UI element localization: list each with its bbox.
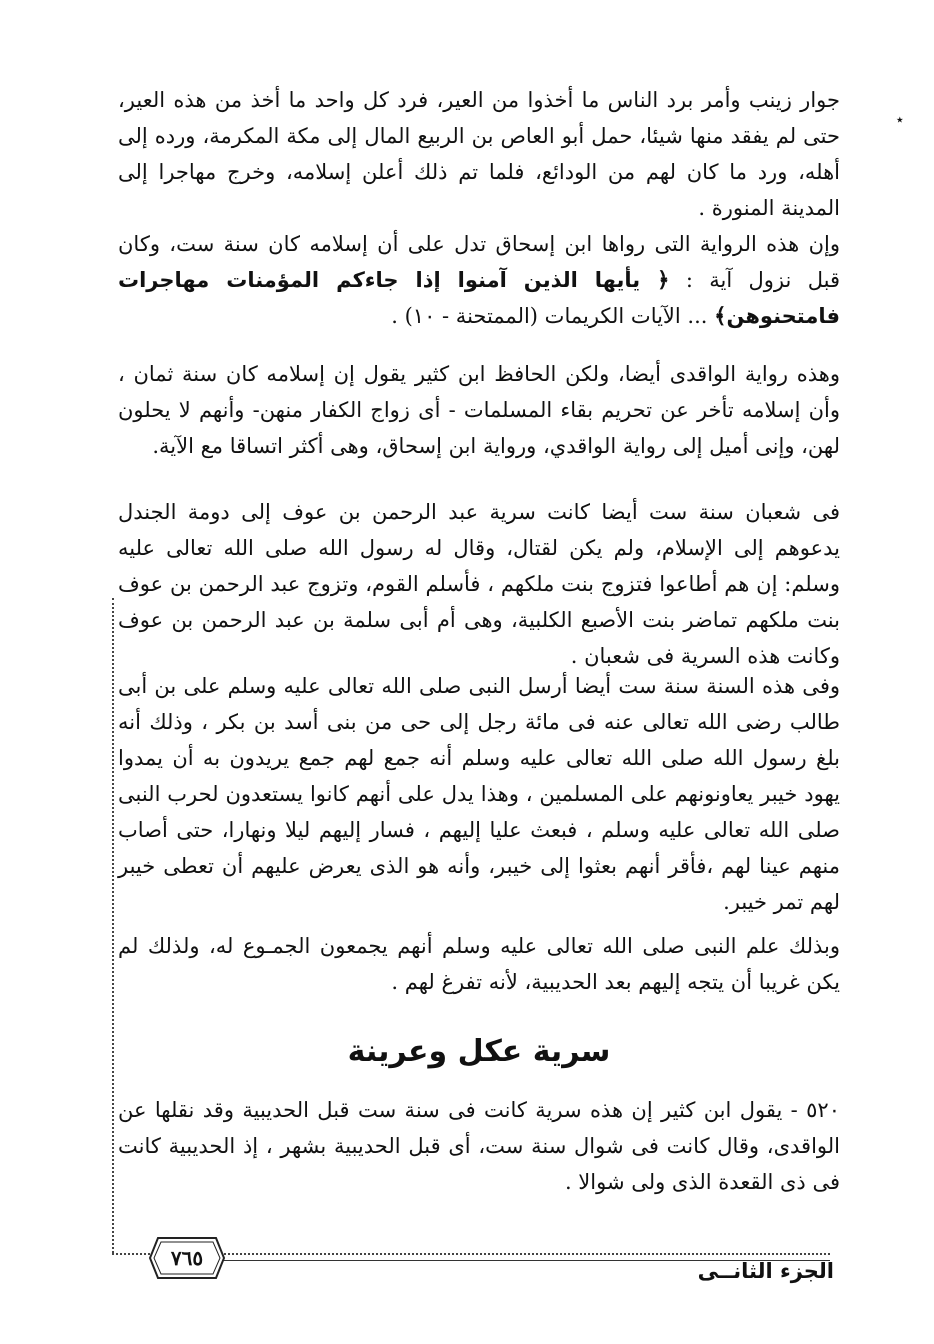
paragraph-7-text: ٥٢٠ - يقول ابن كثير إن هذه سرية كانت فى سنة ست قبل الحديبية وقد نقلها عن الواقدى، وقال كانت فى شوال سنة ست، أى قبل الحديبية بشهر ، إذ الحديبية كانت فى ذى القعدة الذى ولى شوالا . [118, 1098, 840, 1194]
page-number: ٧٦٥ [170, 1246, 204, 1270]
paragraph-2-intro: وإن هذه الرواية التى رواها ابن إسحاق تدل على أن إسلامه كان سنة ست، وكان قبل نزول آية : [118, 232, 840, 292]
paragraph-2-rest: ... الآيات الكريمات (الممتحنة - ١٠) . [391, 304, 708, 328]
margin-mark: ٭ [896, 112, 904, 128]
paragraph-3-text: وهذه رواية الواقدى أيضا، ولكن الحافظ ابن كثير يقول إن إسلامه كان سنة ثمان ، وأن إسلامه تأخر عن تحريم بقاء المسلمات - أى زواج الكفار منهن- وأنهم لا يحلون لهن، وإنى أميل إلى رواية الواقدي، ورواية ابن إسحاق، وهى أكثر اتساقا مع الآية. [118, 362, 840, 458]
paragraph-3 [118, 356, 840, 464]
paragraph-5 [118, 668, 840, 920]
paragraph-6-text: وبذلك علم النبى صلى الله تعالى عليه وسلم أنهم يجمعون الجمـوع له، ولذلك لم يكن غريبا أن يتجه إليهم بعد الحديبية، لأنه تفرغ لهم . [118, 934, 840, 994]
quran-verse: ﴿ يأيها الذين آمنوا إذا جاءكم المؤمنات مهاجرات فامتحنوهن﴾ [118, 268, 840, 328]
paragraph-1 [118, 82, 840, 226]
paragraph-4-text: فى شعبان سنة ست أيضا كانت سرية عبد الرحمن بن عوف إلى دومة الجندل يدعوهم إلى الإسلام، ولم يكن لقتال، وقال له رسول الله صلى الله تعالى عليه وسلم: إن هم أطاعوا فتزوج بنت ملكهم ، فأسلم القوم، وتزوج عبد الرحمن بن عوف بنت ملكهم تماضر بنت الأصبع الكلبية، وهى أم أبى سلمة بن عبد الرحمن بن عوف وكانت هذه السرية فى شعبان . [118, 500, 840, 668]
section-heading: سرية عكل وعرينة [347, 1034, 611, 1069]
paragraph-5-text: وفى هذه السنة سنة ست أيضا أرسل النبى صلى الله تعالى عليه وسلم على بن أبى طالب رضى الله تعالى عنه فى مائة رجل إلى حى من بنى أسد بن بكر ، وذلك أنه بلغ رسول الله صلى الله تعالى عليه وسلم أنه جمع لهم جمع يريدون به أن يمدوا يهود خيبر يعاونونهم على المسلمين ، وهذا يدل على أنهم كانوا يستعدون لحرب النبى صلى الله تعالى عليه وسلم ، فبعث عليا إليهم ، فسار إليهم ليلا ونهارا، حتى أصاب منهم عينا لهم ،فأقر أنهم بعثوا إلى خيبر، وأنه هو الذى يعرض عليهم أن تعطى خيبر لهم تمر خيبر. [118, 674, 840, 914]
paragraph-4 [118, 494, 840, 674]
volume-label: الجزء الثانــى [697, 1259, 834, 1283]
paragraph-2-body [118, 226, 840, 334]
paragraph-7 [118, 1092, 840, 1200]
paragraph-2 [118, 226, 840, 334]
page-border-left [112, 598, 114, 1253]
paragraph-1-text: جوار زينب وأمر برد الناس ما أخذوا من العير، فرد كل واحد ما أخذ من هذه العير، حتى لم يفقد منها شيئا، حمل أبو العاص بن الربيع المال إلى مكة المكرمة، ورده إلى أهله، ورد ما كان لهم من الودائع، فلما تم ذلك أعلن إسلامه، وخرج مهاجرا إلى المدينة المنورة . [118, 88, 840, 220]
paragraph-6 [118, 928, 840, 1000]
